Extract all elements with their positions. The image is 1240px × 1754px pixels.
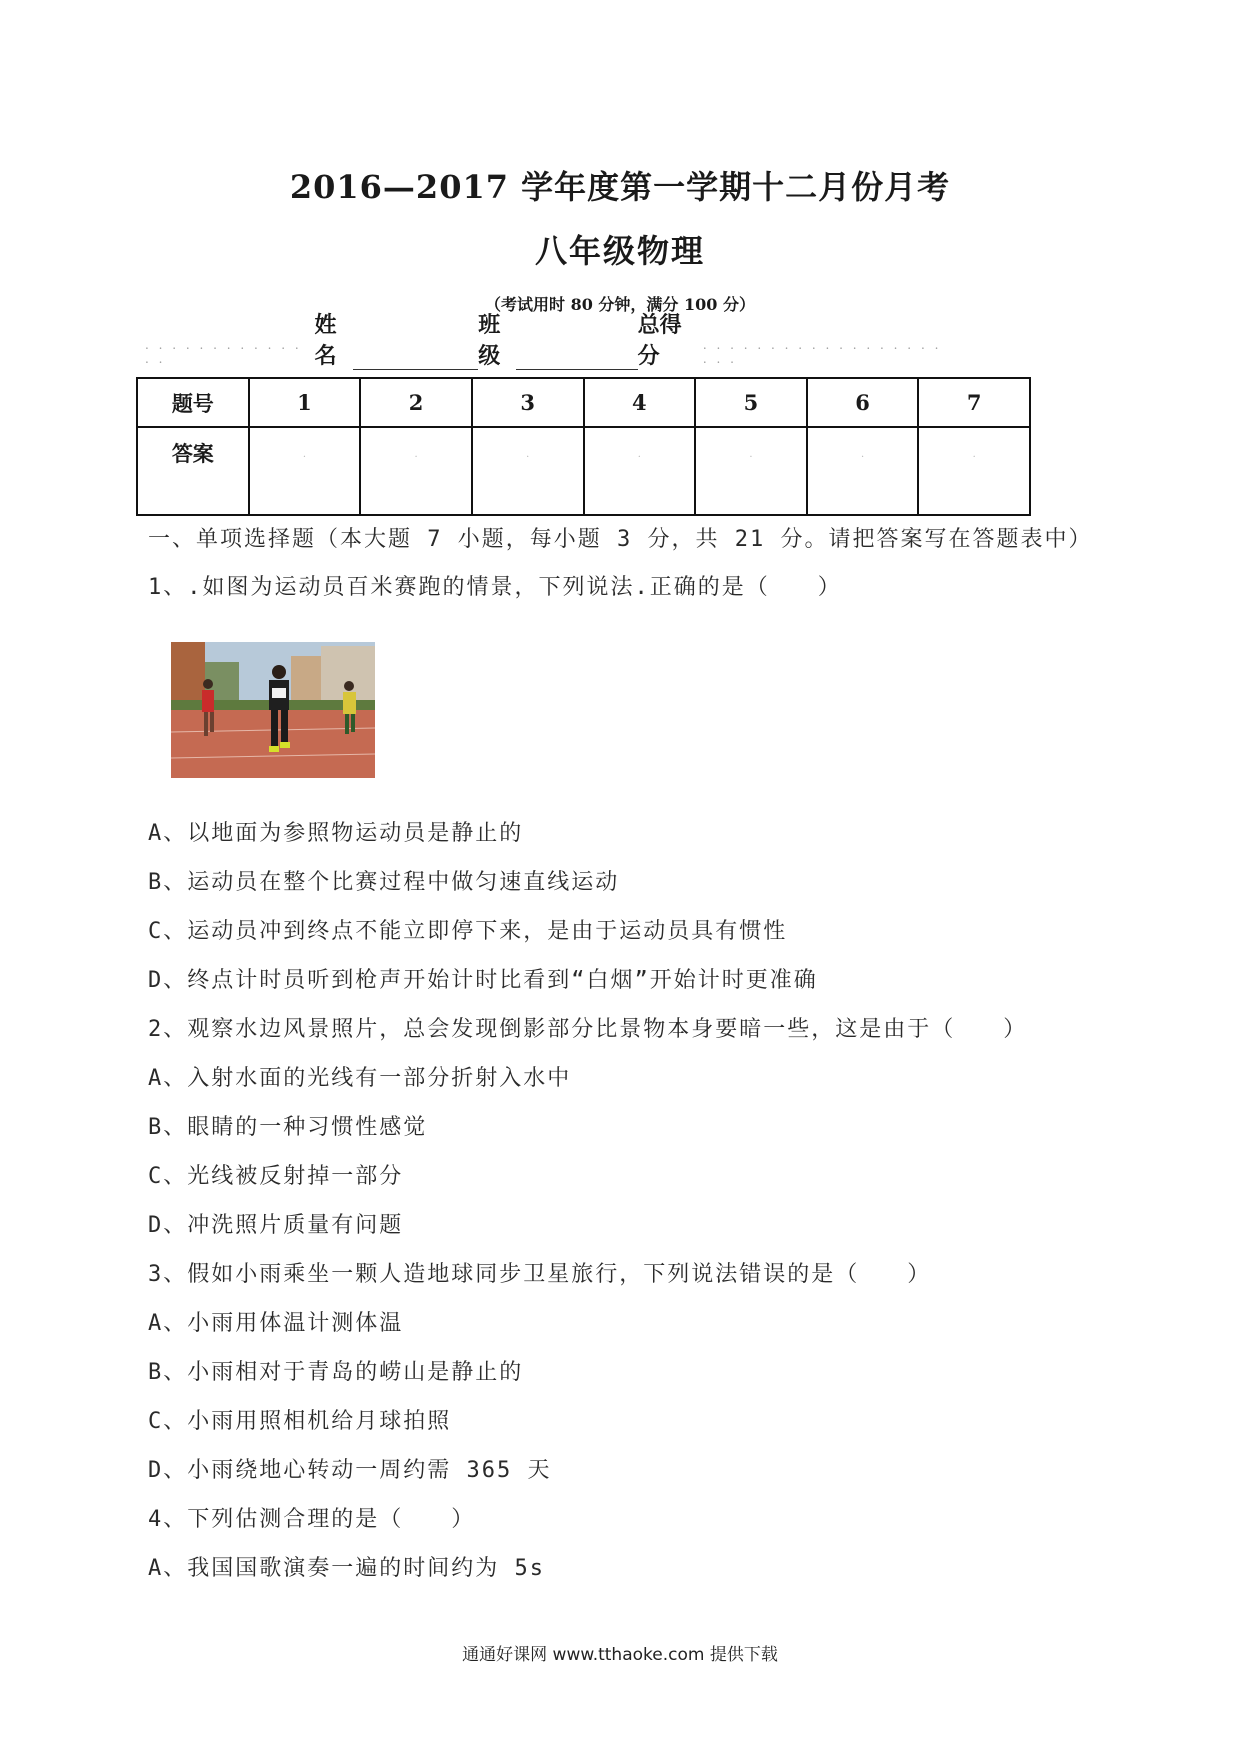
table-row — [137, 378, 1030, 427]
footer-source: 通通好课网 www.tthaoke.com 提供下载 — [462, 1645, 778, 1665]
question-stem: 2、观察水边风景照片，总会发现倒影部分比景物本身要暗一些，这是由于（ ） — [148, 1017, 1028, 1042]
question-number-cell: 7 — [918, 378, 1030, 427]
option-text: A、我国国歌演奏一遍的时间约为 5s — [148, 1556, 545, 1581]
sprint-race-photo — [171, 642, 375, 778]
score-label: 总得分 — [637, 312, 682, 369]
option-text: C、小雨用照相机给月球拍照 — [148, 1409, 452, 1434]
question-number-cell: 5 — [695, 378, 807, 427]
leader-dots: . . . . . . . . . . . . . . . . . . . . . — [702, 338, 942, 366]
option-text: C、运动员冲到终点不能立即停下来，是由于运动员具有惯性 — [148, 919, 788, 944]
answer-cell[interactable]: · — [472, 427, 584, 515]
question-number-cell: 6 — [807, 378, 919, 427]
option-text: A、以地面为参照物运动员是静止的 — [148, 821, 524, 846]
answer-cell[interactable]: · — [807, 427, 919, 515]
option-text: B、眼睛的一种习惯性感觉 — [148, 1115, 428, 1140]
section-heading: 一、单项选择题（本大题 7 小题，每小题 3 分，共 21 分。请把答案写在答题表中） — [148, 527, 1093, 552]
exam-subject: 八年级物理 — [534, 232, 705, 270]
question-number-header: 题号 — [137, 378, 249, 427]
question-number-cell: 4 — [584, 378, 696, 427]
answer-cell[interactable]: · — [249, 427, 361, 515]
answer-cell[interactable]: · — [695, 427, 807, 515]
option-text: D、冲洗照片质量有问题 — [148, 1213, 404, 1238]
name-label: 姓名 — [314, 312, 337, 369]
answer-cell[interactable]: · — [918, 427, 1030, 515]
option-text: A、入射水面的光线有一部分折射入水中 — [148, 1066, 572, 1091]
question-stem: 1、.如图为运动员百米赛跑的情景，下列说法.正确的是（ ） — [148, 575, 842, 600]
option-text: D、终点计时员听到枪声开始计时比看到“白烟”开始计时更准确 — [148, 968, 818, 993]
question-number-cell: 1 — [249, 378, 361, 427]
exam-note: （考试用时 80 分钟，满分 100 分） — [485, 295, 755, 314]
question-number-cell: 3 — [472, 378, 584, 427]
name-blank[interactable] — [353, 343, 479, 370]
option-text: D、小雨绕地心转动一周约需 365 天 — [148, 1458, 552, 1483]
leader-dots: . . . . . . . . . . . . . . — [145, 338, 302, 366]
exam-title: 2016—2017 学年度第一学期十二月份月考 — [289, 168, 951, 206]
student-info-line — [145, 312, 945, 370]
question-stem: 4、下列估测合理的是（ ） — [148, 1507, 476, 1532]
answer-cell[interactable]: · — [584, 427, 696, 515]
question-number-cell: 2 — [360, 378, 472, 427]
class-label: 班级 — [478, 312, 501, 369]
answer-cell[interactable]: · — [360, 427, 472, 515]
class-blank[interactable] — [516, 343, 637, 370]
option-text: C、光线被反射掉一部分 — [148, 1164, 404, 1189]
answer-header: 答案 — [137, 427, 249, 515]
option-text: B、运动员在整个比赛过程中做匀速直线运动 — [148, 870, 620, 895]
option-text: A、小雨用体温计测体温 — [148, 1311, 404, 1336]
table-row — [137, 427, 1030, 515]
option-text: B、小雨相对于青岛的崂山是静止的 — [148, 1360, 524, 1385]
answer-table — [136, 377, 1031, 516]
question-stem: 3、假如小雨乘坐一颗人造地球同步卫星旅行，下列说法错误的是（ ） — [148, 1262, 932, 1287]
